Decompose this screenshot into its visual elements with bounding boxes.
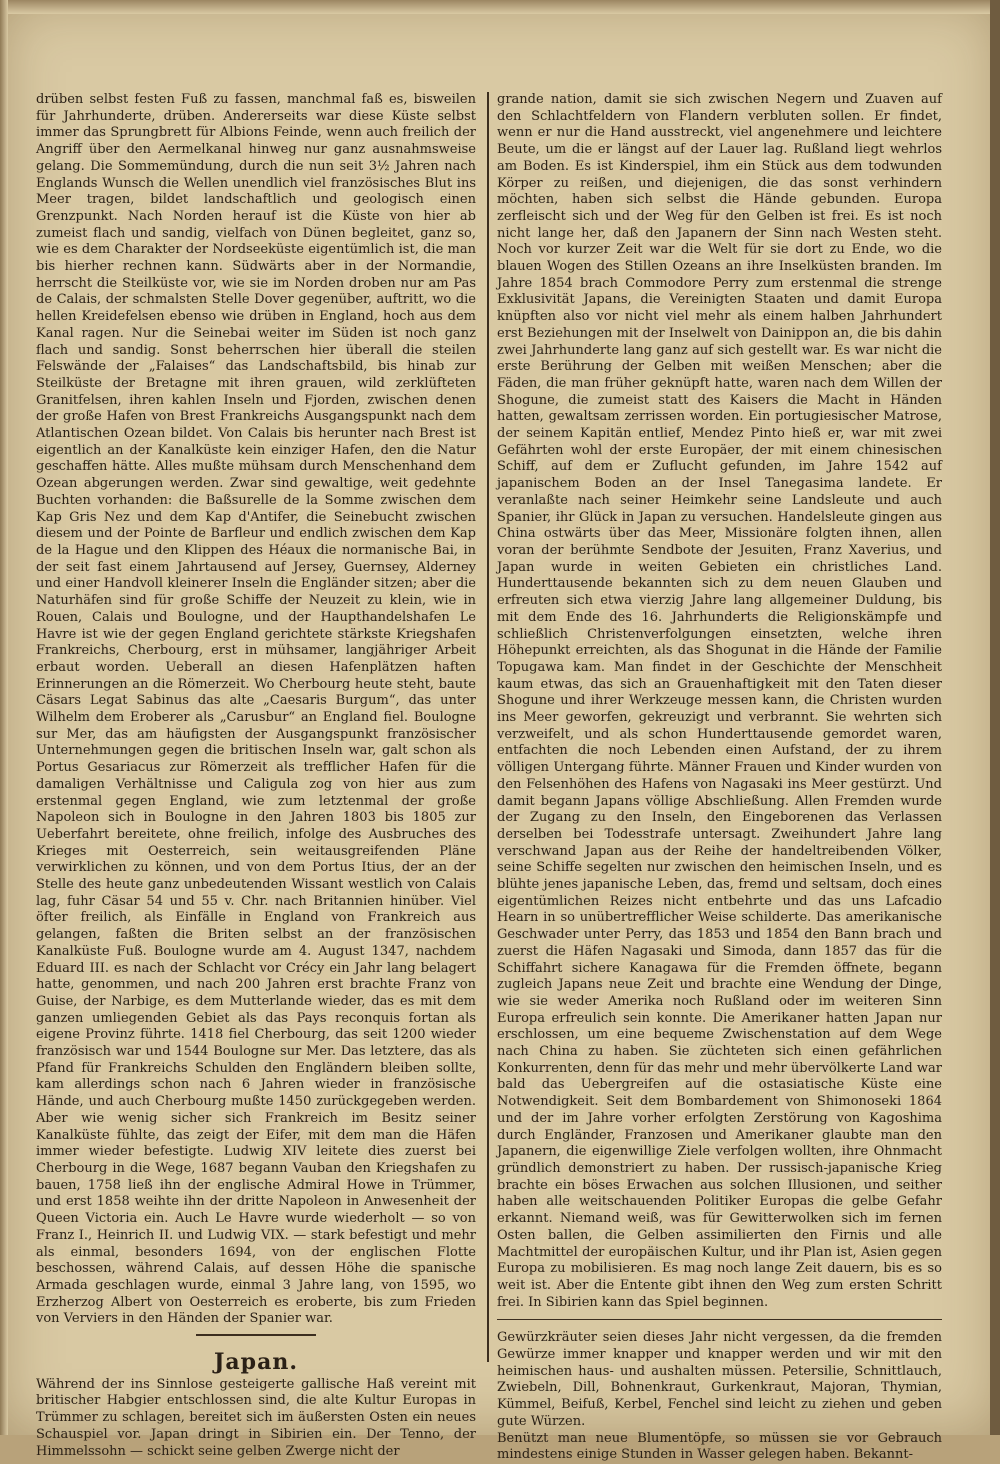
left-column xyxy=(36,92,476,1460)
page-right-edge xyxy=(990,0,1000,1435)
right-column xyxy=(497,92,942,1464)
article-divider xyxy=(196,1334,316,1336)
page-left-edge xyxy=(0,0,8,1435)
article-coast-text: drüben selbst festen Fuß zu fassen, manchmal faß es, bisweilen für Jahrhunderte, drüben. Andererseits war diese Küste selbst immer das Sprungbrett für Albions Feinde, wenn auch freilich der Angriff über den Aermelkanal hinweg nur ganz ausnahmsweise gelang. Die Sommemündung, durch die nun seit 3½ Jahren nach Englands Wunsch die Wellen unendlich viel französisches Blut ins Meer tragen, bildet landschaftlich und geologisch einen Grenzpunkt. Nach Norden herauf ist die Küste von hier ab zumeist flach und sandig, vielfach von Dünen begleitet, ganz so, wie es dem Charakter der Nordseeküste eigentümlich ist, die man bis hierher rechnen kann. Südwärts aber in der Normandie, herrscht die Steilküste vor, wie sie im Norden droben nur am Pas de Calais, der schmalsten Stelle Dover gegenüber, auftritt, wo die hellen Kreidefelsen ebenso wie drüben in England, hoch aus dem Kanal ragen. Nur die Seinebai weiter im Süden ist noch ganz flach und sandig. Sonst beherrschen hier überall die steilen Felswände der „Falaises“ das Landschaftsbild, bis hinab zur Steilküste der Bretagne mit ihren grauen, wild zerklüfteten Granitfelsen, ihren kahlen Inseln und Fjorden, zwischen denen der große Hafen von Brest Frankreichs Ausgangspunkt nach dem Atlantischen Ozean bildet. Von Calais bis herunter nach Brest ist eigentlich an der Kanalküste kein einziger Hafen, den die Natur geschaffen hätte. Alles mußte mühsam durch Menschenhand dem Ozean abgerungen werden. Zwar sind gewaltige, weit gedehnte Buchten vorhanden: die Baßsurelle de la Somme zwischen dem Kap Gris Nez und dem Kap d'Antifer, die Seinebucht zwischen diesem und der Pointe de Barfleur und endlich zwischen dem Kap de la Hague und den Klippen des Héaux die normanische Bai, in der seit fast einem Jahrtausend auf Jersey, Guernsey, Alderney und einer Handvoll kleinerer Inseln die Engländer sitzen; aber die Naturhäfen sind für große Schiffe der Neuzeit zu klein, wie in Rouen, Calais und Boulogne, und der Haupthandelshafen Le Havre ist wie der gegen England gerichtete stärkste Kriegshafen Frankreichs, Cherbourg, erst in mühsamer, langjähriger Arbeit erbaut worden. Ueberall an diesen Hafenplätzen haften Erinnerungen an die Römerzeit. Wo Cherbourg heute steht, baute Cäsars Legat Sabinus das alte „Caesaris Burgum“, das unter Wilhelm dem Eroberer als „Carusbur“ an England fiel. Boulogne sur Mer, das am häufigsten der Ausgangspunkt französischer Unternehmungen gegen die britischen Inseln war, galt schon als Portus Gesariacus zur Römerzeit als trefflicher Hafen für die damaligen Verhältnisse und Caligula zog von hier aus zum erstenmal gegen England, wie zum letztenmal der große Napoleon sich in Boulogne in den Jahren 1803 bis 1805 zur Ueberfahrt bereitete, ohne freilich, infolge des Ausbruches des Krieges mit Oesterreich, sein weitausgreifenden Pläne verwirklichen zu können, und von dem Portus Itius, der an der Stelle des heute ganz unbedeutenden Wissant westlich von Calais lag, fuhr Cäsar 54 und 55 v. Chr. nach Britannien hinüber. Viel öfter freilich, als Einfälle in England von Frankreich aus gelangen, faßten die Briten selbst an der französischen Kanalküste Fuß. Boulogne wurde am 4. August 1347, nachdem Eduard III. es nach der Schlacht vor Crécy ein Jahr lang belagert hatte, genommen, und nach 200 Jahren erst brachte Franz von Guise, der Narbige, es dem Mutterlande wieder, das es mit dem ganzen umliegenden Gebiet als das Pays reconquis fortan als eigene Provinz führte. 1418 fiel Cherbourg, das seit 1200 wieder französisch war und 1544 Boulogne sur Mer. Das letztere, das als Pfand für Frankreichs Schulden den Engländern bleiben sollte, kam allerdings schon nach 6 Jahren wieder in französische Hände, und auch Cherbourg mußte 1450 zurückgegeben werden. Aber wie wenig sicher sich Frankreich im Besitz seiner Kanalküste fühlte, das zeigt der Eifer, mit dem man die Häfen immer wieder befestigte. Ludwig XIV leitete dies zuerst bei Cherbourg in die Wege, 1687 begann Vauban den Kriegshafen zu bauen, 1758 ließ ihn der englische Admiral Howe in Trümmer, und erst 1858 weihte ihn der dritte Napoleon in Anwesenheit der Queen Victoria ein. Auch Le Havre wurde wiederholt — so von Franz I., Heinrich II. und Ludwig VIX. — stark befestigt und mehr als einmal, besonders 1694, von der englischen Flotte beschossen, während Calais, auf dessen Höhe die spanische Armada geschlagen wurde, einmal 3 Jahre lang, von 1595, wo Erzherzog Albert von Oesterreich es eroberte, bis zum Frieden von Verviers in den Händen der Spanier war. xyxy=(36,92,476,1327)
note-flower-pots: Benützt man neue Blumentöpfe, so müssen sie vor Gebrauch mindestens einige Stunden in Wasser gelegen haben. Bekannt- xyxy=(497,1430,942,1463)
page-top-edge xyxy=(0,0,1000,14)
article-heading-japan: Japan. xyxy=(214,1349,298,1376)
note-spice-herbs: Gewürzkräuter seien dieses Jahr nicht vergessen, da die fremden Gewürze immer knapper und knapper werden und wir mit den heimischen haus- und aushalten müssen. Petersilie, Schnittlauch, Zwiebeln, Dill, Bohnenkraut, Gurkenkraut, Majoran, Thymian, Kümmel, Beifuß, Kerbel, Fenchel sind leicht zu ziehen und geben gute Würzen. xyxy=(497,1330,942,1429)
article-japan-continued: grande nation, damit sie sich zwischen Negern und Zuaven auf den Schlachtfeldern von Flandern verbluten sollen. Er findet, wenn er nur die Hand ausstreckt, viel angenehmere und leichtere Beute, um die er längst auf der Lauer lag. Rußland liegt wehrlos am Boden. Es ist Kinderspiel, ihm ein Stück aus dem todwunden Körper zu reißen, und diejenigen, die das sonst verhindern möchten, haben sich selbst die Hände gebunden. Europa zerfleischt sich und der Weg für den Gelben ist frei. Es ist noch nicht lange her, daß den Japanern der Sinn nach Westen steht. Noch vor kurzer Zeit war die Welt für sie dort zu Ende, wo die blauen Wogen des Stillen Ozeans an ihre Inselküsten branden. Im Jahre 1854 brach Commodore Perry zum erstenmal die strenge Exklusivität Japans, die Vereinigten Staaten und damit Europa knüpften also vor nicht viel mehr als einem halben Jahrhundert erst Beziehungen mit der Inselwelt von Dainippon an, die bis dahin zwei Jahrhunderte lang ganz auf sich gestellt war. Es war nicht die erste Berührung der Gelben mit weißen Menschen; aber die Fäden, die man früher geknüpft hatte, waren nach dem Willen der Shogune, die zumeist statt des Kaisers die Macht in Händen hatten, gewaltsam zerrissen worden. Ein portugiesischer Matrose, der seinem Kapitän entlief, Mendez Pinto hieß er, war mit zwei Gefährten wohl der erste Europäer, der mit einem chinesischen Schiff, auf dem er Zuflucht gefunden, im Jahre 1542 auf japanischem Boden an der Insel Tanegasima landete. Er veranlaßte nach seiner Heimkehr seine Landsleute und auch Spanier, ihr Glück in Japan zu versuchen. Handelsleute gingen aus China ostwärts über das Meer, Missionäre folgten ihnen, allen voran der berühmte Sendbote der Jesuiten, Franz Xaverius, und Japan wurde in weiten Gebieten ein christliches Land. Hunderttausende bekannten sich zu dem neuen Glauben und erfreuten sich etwa vierzig Jahre lang allgemeiner Duldung, bis mit dem Ende des 16. Jahrhunderts die Religionskämpfe und schließlich Christenverfolgungen einsetzten, welche ihren Höhepunkt erreichten, als das Shogunat in die Hände der Familie Topugawa kam. Man findet in der Geschichte der Menschheit kaum etwas, das sich an Grauenhaftigkeit mit den Taten dieser Shogune und ihrer Werkzeuge messen kann, die Christen wurden ins Meer geworfen, gekreuzigt und verbrannt. Sie wehrten sich verzweifelt, und als schon Hunderttausende gemordet waren, entfachten die noch Lebenden einen Aufstand, der zu ihrem völligen Untergang führte. Männer Frauen und Kinder wurden von den Felsenhöhen des Hafens von Nagasaki ins Meer gestürzt. Und damit begann Japans völlige Abschließung. Allen Fremden wurde der Zugang zu den Inseln, den Eingeborenen das Verlassen derselben bei Todesstrafe untersagt. Zweihundert Jahre lang verschwand Japan aus der Reihe der handeltreibenden Völker, seine Schiffe segelten nur zwischen den heimischen Inseln, und es blühte jenes japanische Leben, das, fremd und seltsam, doch eines eigentümlichen Reizes nicht entbehrte und das uns Lafcadio Hearn in so unübertrefflicher Weise schilderte. Das amerikanische Geschwader unter Perry, das 1853 und 1854 den Bann brach und zuerst die Häfen Nagasaki und Simoda, dann 1857 das für die Schiffahrt sichere Kanagawa für die Fremden öffnete, begann zugleich Japans neue Zeit und brachte eine Wendung der Dinge, wie sie weder Amerika noch Rußland oder im weiteren Sinn Europa erfreulich sein konnte. Die Amerikaner hatten Japan nur erschlossen, um eine bequeme Zwischenstation auf dem Wege nach China zu haben. Sie züchteten sich einen gefährlichen Konkurrenten, denn für das mehr und mehr übervölkerte Land war bald das Uebergreifen auf die ostasiatische Küste eine Notwendigkeit. Seit dem Bombardement von Shimonoseki 1864 und der im Jahre vorher erfolgten Zerstörung von Kagoshima durch Engländer, Franzosen und Amerikaner glaubte man den Japanern, die eigenwillige Ziele verfolgen wollten, ihre Ohnmacht gründlich demonstriert zu haben. Der russisch-japanische Krieg brachte ein böses Erwachen aus solchen Illusionen, und seither haben alle weitschauenden Politiker Europas die gelbe Gefahr erkannt. Niemand weiß, was für Gewitterwolken sich im fernen Osten ballen, die Gelben assimilierten den Firnis und alle Machtmittel der europäischen Kultur, und ihr Plan ist, Asien gegen Europa zu mobilisieren. Es mag noch lange Zeit dauern, bis es so weit ist. Aber die Entente gibt ihnen den Weg zum ersten Schritt frei. In Sibirien kann das Spiel beginnen. xyxy=(497,92,942,1310)
section-divider xyxy=(497,1319,942,1320)
column-divider xyxy=(487,92,489,1362)
article-japan-intro: Während der ins Sinnlose gesteigerte gallische Haß vereint mit britischer Habgier entschlossen sind, die alte Kultur Europas in Trümmer zu schlagen, bereitet sich im äußersten Osten ein neues Schauspiel vor. Japan dringt in Sibirien ein. Der Tenno, der Himmelssohn — schickt seine gelben Zwerge nicht der xyxy=(36,1376,476,1459)
